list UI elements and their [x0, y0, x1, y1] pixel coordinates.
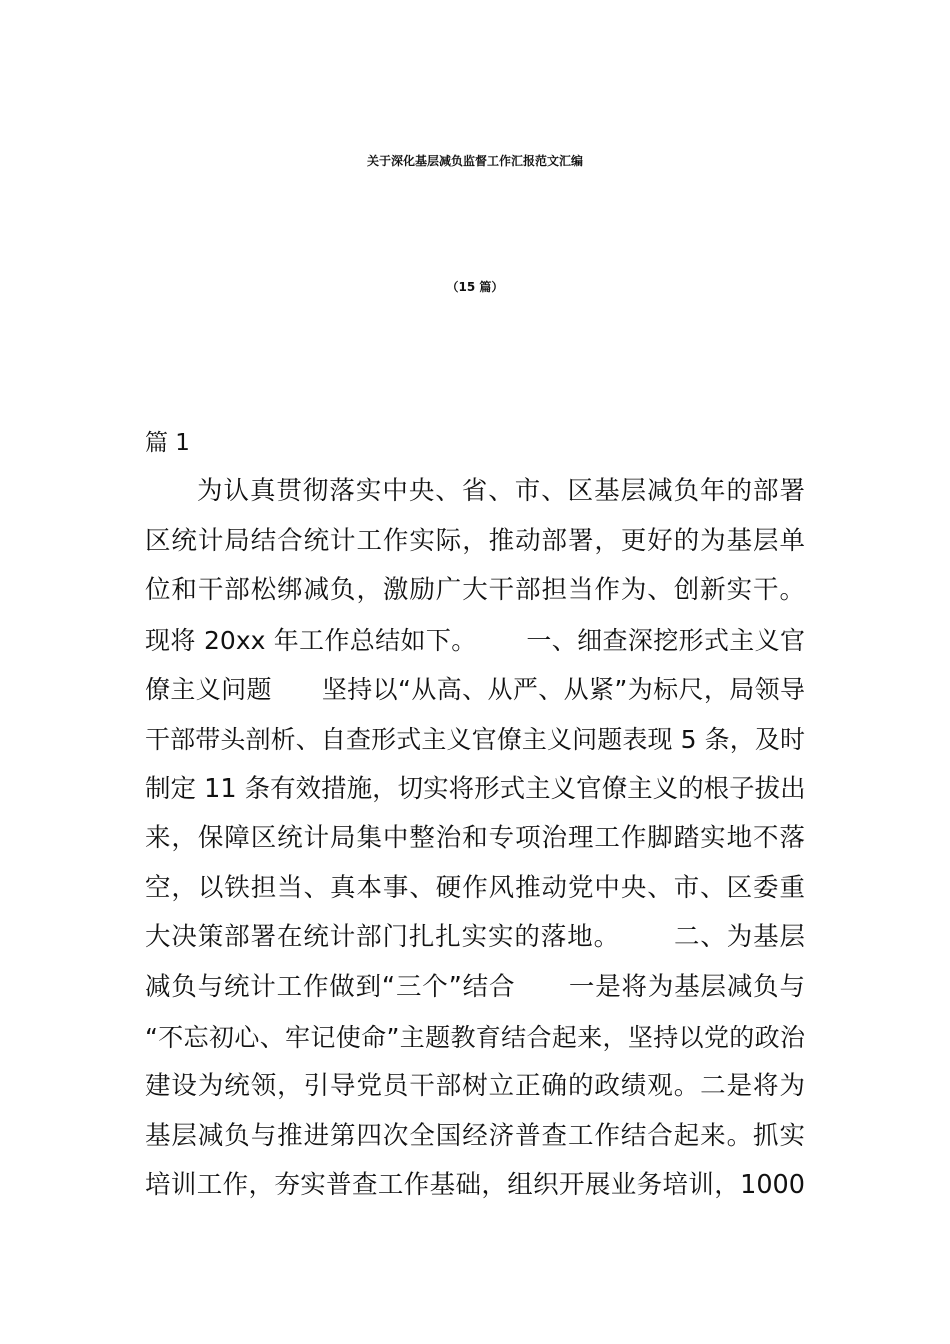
- body-line: 基层减负与推进第四次全国经济普查工作结合起来。抓实: [145, 1120, 805, 1151]
- body-line: 大决策部署在统计部门扎扎实实的落地。 二、为基层: [145, 922, 805, 953]
- body-line: 来，保障区统计局集中整治和专项治理工作脚踏实地不落: [145, 823, 805, 854]
- body-line: 干部带头剖析、自查形式主义官僚主义问题表现 5 条，及时: [145, 724, 805, 754]
- body-line: 位和干部松绑减负，激励广大干部担当作为、创新实干。: [145, 575, 805, 606]
- body-line: 僚主义问题 坚持以“从高、从严、从紧”为标尺，局领导: [145, 675, 805, 705]
- body-line: 区统计局结合统计工作实际，推动部署，更好的为基层单: [145, 525, 805, 556]
- body-line: 制定 11 条有效措施，切实将形式主义官僚主义的根子拔出: [145, 773, 806, 804]
- body-line: 建设为统领，引导党员干部树立正确的政绩观。二是将为: [145, 1071, 805, 1102]
- body-line: “不忘初心、牢记使命”主题教育结合起来，坚持以党的政治: [145, 1022, 805, 1052]
- body-line: 为认真贯彻落实中央、省、市、区基层减负年的部署: [197, 476, 805, 506]
- body-line: 空，以铁担当、真本事、硬作风推动党中央、市、区委重: [145, 872, 805, 903]
- body-line: 减负与统计工作做到“三个”结合 一是将为基层减负与: [145, 971, 805, 1002]
- body-line: 培训工作，夯实普查工作基础，组织开展业务培训，1000: [145, 1170, 805, 1201]
- section-heading: 篇 1: [145, 430, 190, 456]
- document-title: 关于深化基层减负监督工作汇报范文汇编: [366, 154, 583, 168]
- body-line: 现将 20xx 年工作总结如下。 一、细查深挖形式主义官: [145, 625, 805, 655]
- document-subtitle: （15 篇）: [446, 280, 504, 294]
- body-paragraph: [145, 467, 805, 1211]
